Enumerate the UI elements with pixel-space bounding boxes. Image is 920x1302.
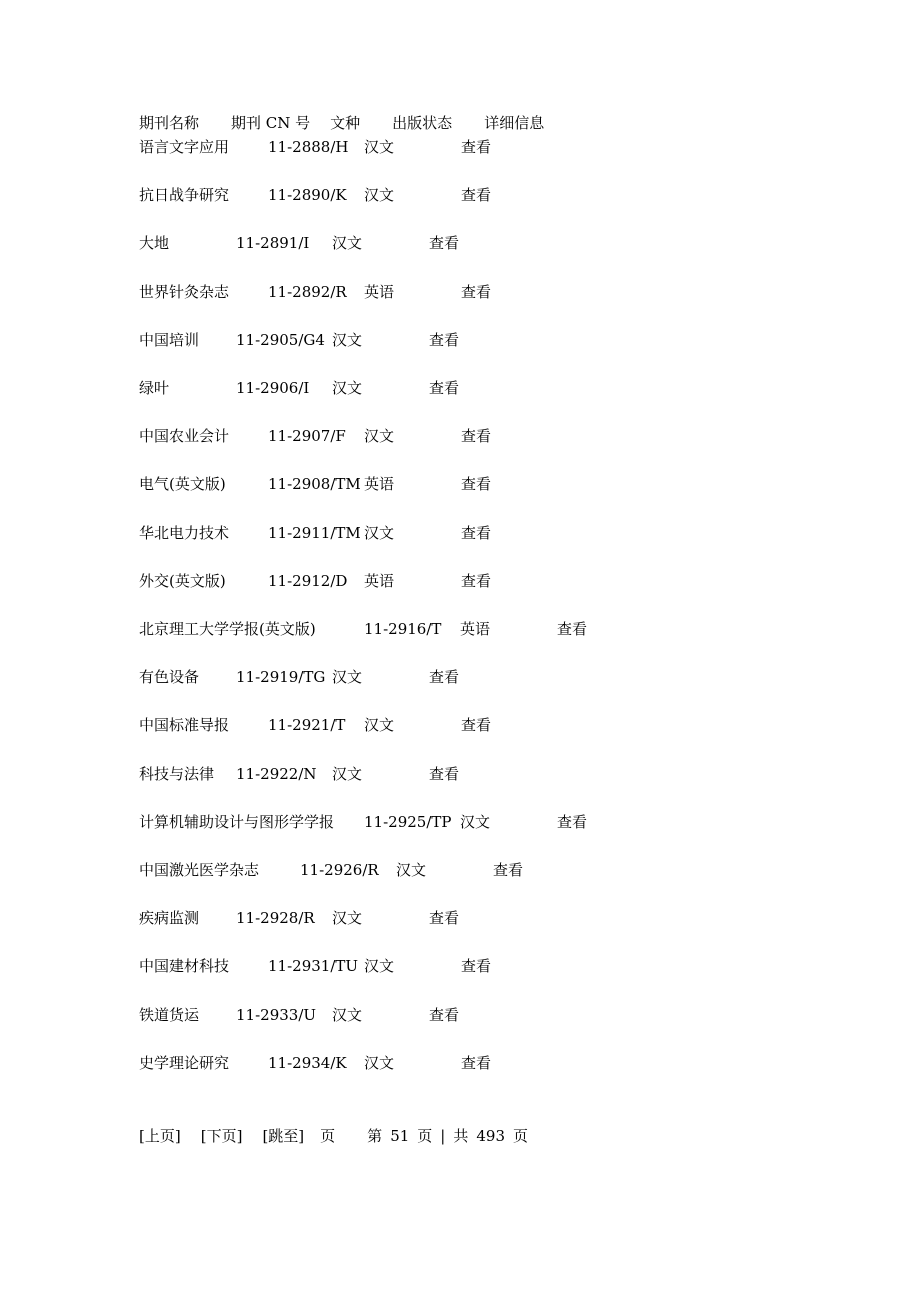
view-detail-link[interactable]: 查看 — [493, 861, 524, 879]
page-unit-label: 页 — [320, 1127, 336, 1145]
journal-language: 汉文 — [364, 1054, 395, 1072]
journal-name: 史学理论研究 — [139, 1054, 230, 1072]
journal-name: 有色设备 — [139, 668, 200, 686]
journal-language: 汉文 — [364, 186, 395, 204]
view-detail-link[interactable]: 查看 — [429, 668, 460, 686]
journal-row — [139, 138, 491, 156]
current-page-suffix: 页 — [417, 1127, 433, 1145]
journal-cn-number: 11-2908/TM — [268, 475, 361, 493]
total-pages-suffix: 页 — [513, 1127, 529, 1145]
view-detail-link[interactable]: 查看 — [461, 475, 492, 493]
journal-cn-number: 11-2919/TG — [236, 668, 326, 686]
journal-name: 中国农业会计 — [139, 427, 230, 445]
journal-name: 语言文字应用 — [139, 138, 230, 156]
pager-separator: | — [440, 1127, 446, 1145]
journal-language: 汉文 — [332, 668, 363, 686]
journal-row — [139, 572, 491, 590]
current-page-number: 51 — [390, 1127, 410, 1145]
view-detail-link[interactable]: 查看 — [429, 909, 460, 927]
journal-name: 电气(英文版) — [139, 475, 226, 493]
journal-row — [139, 379, 459, 397]
journal-cn-number: 11-2890/K — [268, 186, 347, 204]
total-pages-prefix: 共 — [453, 1127, 469, 1145]
journal-cn-number: 11-2926/R — [300, 861, 379, 879]
view-detail-link[interactable]: 查看 — [461, 427, 492, 445]
view-detail-link[interactable]: 查看 — [461, 283, 492, 301]
journal-language: 汉文 — [364, 427, 395, 445]
view-detail-link[interactable]: 查看 — [461, 716, 492, 734]
journal-name: 中国激光医学杂志 — [139, 861, 260, 879]
header-journal-name: 期刊名称 — [139, 114, 200, 132]
journal-cn-number: 11-2921/T — [268, 716, 346, 734]
view-detail-link[interactable]: 查看 — [429, 765, 460, 783]
journal-language: 汉文 — [332, 765, 363, 783]
view-detail-link[interactable]: 查看 — [461, 957, 492, 975]
journal-name: 中国培训 — [139, 331, 200, 349]
journal-cn-number: 11-2888/H — [268, 138, 349, 156]
journal-language: 汉文 — [364, 716, 395, 734]
journal-name: 世界针灸杂志 — [139, 283, 230, 301]
journal-cn-number: 11-2934/K — [268, 1054, 347, 1072]
journal-row — [139, 957, 491, 975]
view-detail-link[interactable]: 查看 — [557, 620, 588, 638]
view-detail-link[interactable]: 查看 — [461, 1054, 492, 1072]
journal-cn-number: 11-2931/TU — [268, 957, 359, 975]
journal-row — [139, 861, 523, 879]
view-detail-link[interactable]: 查看 — [461, 186, 492, 204]
journal-row — [139, 668, 459, 686]
pagination — [139, 1127, 528, 1145]
header-detail-info: 详细信息 — [484, 114, 545, 132]
view-detail-link[interactable]: 查看 — [429, 234, 460, 252]
journal-name: 抗日战争研究 — [139, 186, 230, 204]
journal-row — [139, 765, 459, 783]
view-detail-link[interactable]: 查看 — [429, 1006, 460, 1024]
journal-cn-number: 11-2928/R — [236, 909, 315, 927]
view-detail-link[interactable]: 查看 — [557, 813, 588, 831]
journal-language: 汉文 — [396, 861, 427, 879]
total-pages-number: 493 — [476, 1127, 506, 1145]
journal-language: 汉文 — [332, 1006, 363, 1024]
jump-to-link[interactable]: [跳至] — [262, 1127, 305, 1145]
journal-name: 大地 — [139, 234, 170, 252]
journal-language: 汉文 — [332, 379, 363, 397]
prev-page-link[interactable]: [上页] — [139, 1127, 181, 1145]
journal-cn-number: 11-2916/T — [364, 620, 442, 638]
journal-name: 华北电力技术 — [139, 524, 230, 542]
journal-name: 科技与法律 — [139, 765, 215, 783]
view-detail-link[interactable]: 查看 — [461, 138, 492, 156]
journal-cn-number: 11-2925/TP — [364, 813, 452, 831]
journal-row — [139, 186, 491, 204]
journal-cn-number: 11-2933/U — [236, 1006, 317, 1024]
header-publication-status: 出版状态 — [392, 114, 453, 132]
journal-name: 外交(英文版) — [139, 572, 226, 590]
journal-cn-number: 11-2922/N — [236, 765, 317, 783]
journal-language: 汉文 — [332, 331, 363, 349]
journal-row — [139, 813, 587, 831]
journal-cn-number: 11-2911/TM — [268, 524, 361, 542]
journal-language: 英语 — [364, 572, 395, 590]
journal-row — [139, 1006, 459, 1024]
journal-name: 铁道货运 — [139, 1006, 200, 1024]
journal-cn-number: 11-2907/F — [268, 427, 346, 445]
journal-row — [139, 620, 587, 638]
journal-row — [139, 524, 491, 542]
header-language: 文种 — [330, 114, 361, 132]
journal-cn-number: 11-2906/I — [236, 379, 310, 397]
journal-row — [139, 909, 459, 927]
journal-name: 北京理工大学学报(英文版) — [139, 620, 316, 638]
journal-row — [139, 1054, 491, 1072]
journal-cn-number: 11-2905/G4 — [236, 331, 325, 349]
journal-cn-number: 11-2892/R — [268, 283, 347, 301]
view-detail-link[interactable]: 查看 — [429, 379, 460, 397]
journal-row — [139, 475, 491, 493]
next-page-link[interactable]: [下页] — [200, 1127, 243, 1145]
journal-language: 汉文 — [364, 524, 395, 542]
journal-language: 英语 — [460, 620, 491, 638]
journal-language: 汉文 — [332, 234, 363, 252]
journal-cn-number: 11-2891/I — [236, 234, 310, 252]
journal-language: 汉文 — [364, 957, 395, 975]
journal-row — [139, 427, 491, 445]
journal-language: 汉文 — [364, 138, 395, 156]
journal-row — [139, 234, 459, 252]
journal-name: 计算机辅助设计与图形学学报 — [139, 813, 335, 831]
journal-cn-number: 11-2912/D — [268, 572, 348, 590]
journal-name: 绿叶 — [139, 379, 170, 397]
current-page-prefix: 第 — [367, 1127, 383, 1145]
header-cn-number: 期刊 CN 号 — [231, 114, 311, 132]
journal-name: 疾病监测 — [139, 909, 200, 927]
journal-name: 中国标准导报 — [139, 716, 230, 734]
view-detail-link[interactable]: 查看 — [461, 524, 492, 542]
journal-language: 汉文 — [460, 813, 491, 831]
journal-language: 英语 — [364, 475, 395, 493]
table-header — [139, 114, 544, 132]
journal-language: 汉文 — [332, 909, 363, 927]
journal-language: 英语 — [364, 283, 395, 301]
journal-row — [139, 331, 459, 349]
view-detail-link[interactable]: 查看 — [429, 331, 460, 349]
journal-row — [139, 283, 491, 301]
journal-row — [139, 716, 491, 734]
view-detail-link[interactable]: 查看 — [461, 572, 492, 590]
journal-name: 中国建材科技 — [139, 957, 230, 975]
